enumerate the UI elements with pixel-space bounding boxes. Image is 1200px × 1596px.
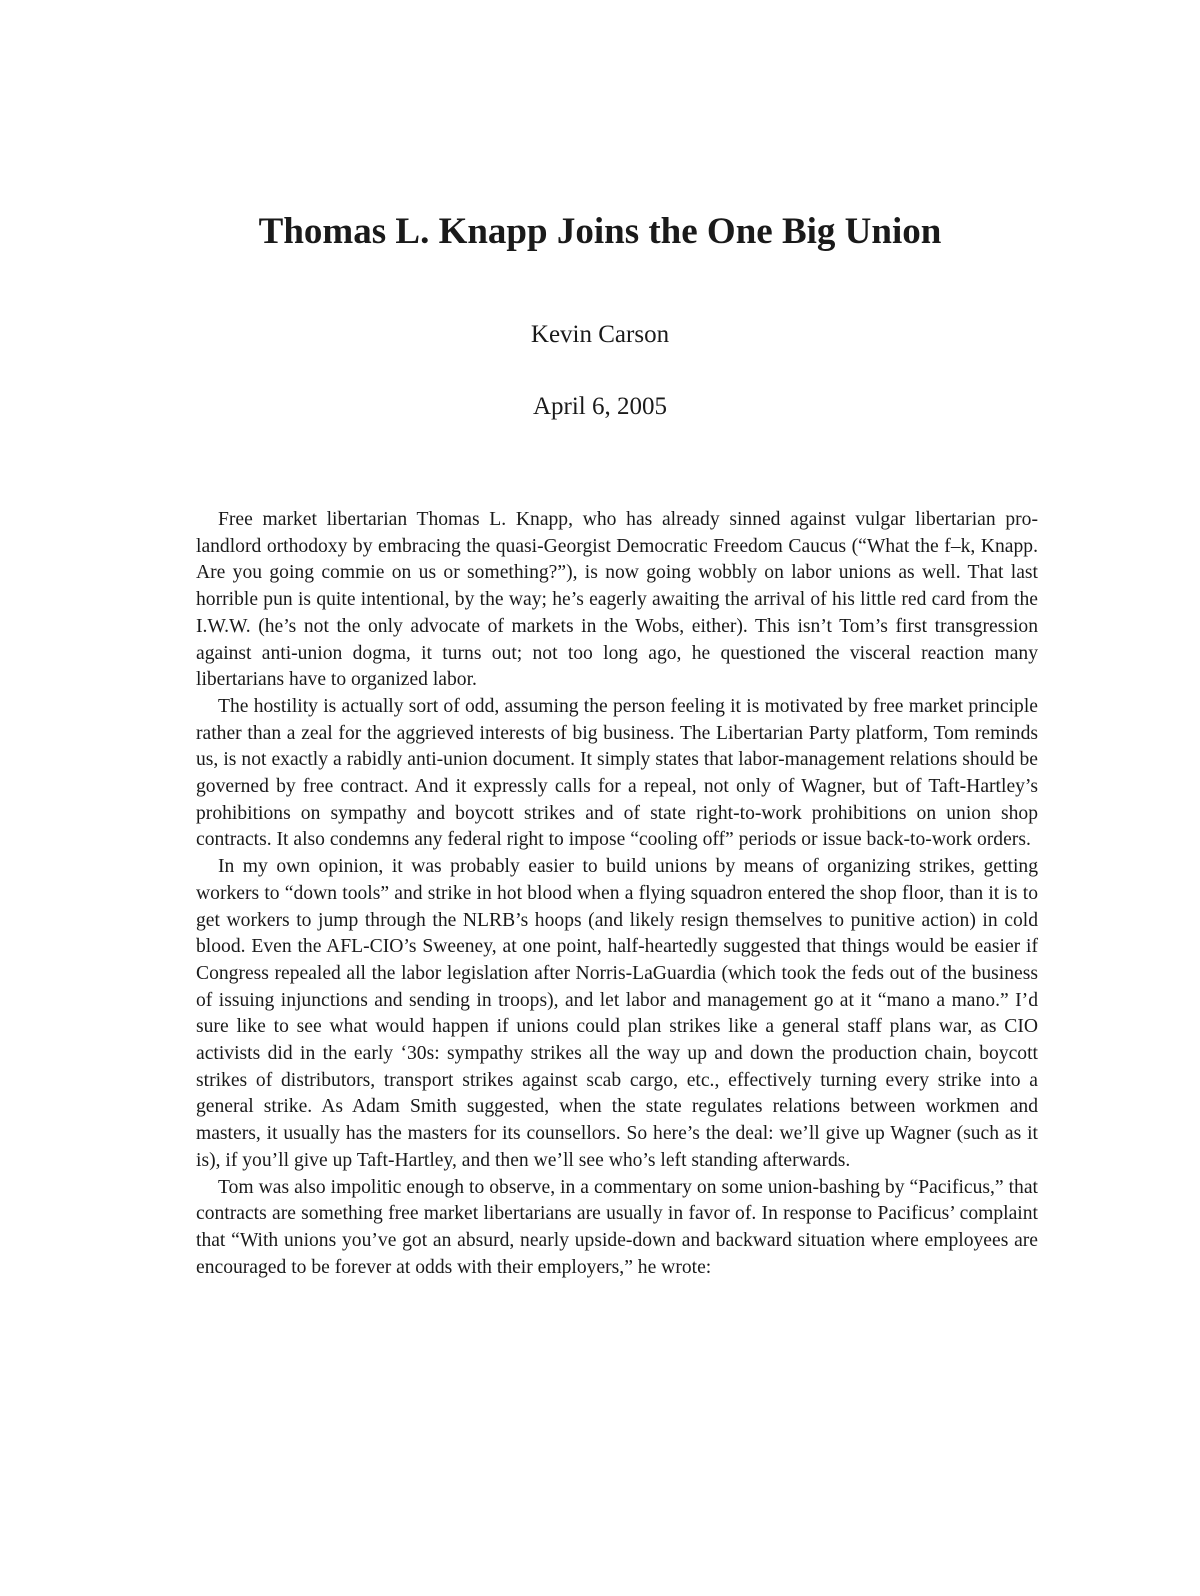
document-author: Kevin Carson bbox=[530, 321, 670, 348]
document-body bbox=[196, 507, 1038, 1281]
paragraph-2: The hostility is actually sort of odd, assuming the person feeling it is motivated by free market principle rather than a zeal for the aggrieved interests of big business. The Libertarian Party platform, Tom reminds us, is not exactly a rabidly anti-union document. It simply states that labor-management relations should be governed by free contract. And it expressly calls for a repeal, not only of Wagner, but of Taft-Hartley’s prohibitions on sympathy and boycott strikes and of state right-to-work prohibitions on union shop contracts. It also condemns any federal right to impose “cooling off” periods or issue back-to-work orders. bbox=[196, 695, 1038, 851]
paragraph-4: Tom was also impolitic enough to observe, in a commentary on some union-bashing by “Pacificus,” that contracts are something free market libertarians are usually in favor of. In response to Pacificus’ complaint that “With unions you’ve got an absurd, nearly upside-down and backward situation where employees are encouraged to be forever at odds with their employers,” he wrote: bbox=[196, 1176, 1038, 1278]
paragraph-1: Free market libertarian Thomas L. Knapp, who has already sinned against vulgar libertarian pro-landlord orthodoxy by embracing the quasi-Georgist Democratic Freedom Caucus (“What the f–k, Knapp. Are you going commie on us or something?”), is now going wobbly on labor unions as well. That last horrible pun is quite intentional, by the way; he’s eagerly awaiting the arrival of his little red card from the I.W.W. (he’s not the only advocate of markets in the Wobs, either). This isn’t Tom’s first transgression against anti-union dogma, it turns out; not too long ago, he questioned the visceral reaction many libertarians have to organized labor. bbox=[196, 509, 1038, 691]
document-title: Thomas L. Knapp Joins the One Big Union bbox=[258, 211, 942, 252]
document-date: April 6, 2005 bbox=[532, 393, 668, 420]
paragraph-3: In my own opinion, it was probably easier to build unions by means of organizing strikes, getting workers to “down tools” and strike in hot blood when a flying squadron entered the shop floor, than it is to get workers to jump through the NLRB’s hoops (and likely resign themselves to punitive action) in cold blood. Even the AFL-CIO’s Sweeney, at one point, half-heartedly suggested that things would be easier if Congress repealed all the labor legislation after Norris-LaGuardia (which took the feds out of the business of issuing injunctions and sending in troops), and let labor and management go at it “mano a mano.” I’d sure like to see what would happen if unions could plan strikes like a general staff plans war, as CIO activists did in the early ‘30s: sympathy strikes all the way up and down the production chain, boycott strikes of distributors, transport strikes against scab cargo, etc., effectively turning every strike into a general strike. As Adam Smith suggested, when the state regulates relations between workmen and masters, it usually has the masters for its counsellors. So here’s the deal: we’ll give up Wagner (such as it is), if you’ll give up Taft-Hartley, and then we’ll see who’s left standing afterwards. bbox=[196, 856, 1038, 1171]
